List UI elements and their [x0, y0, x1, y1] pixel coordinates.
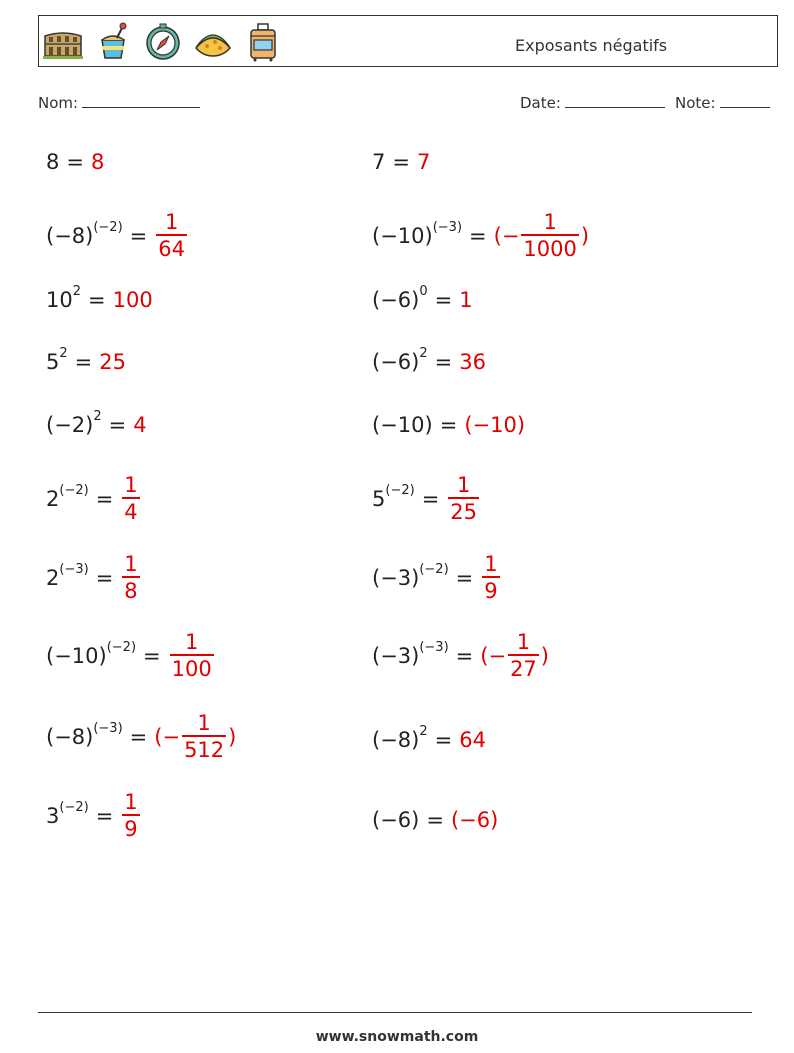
exercise-exponent: (−2) [106, 639, 137, 655]
exercise-exponent: 2 [93, 408, 102, 424]
equals-sign: = [108, 413, 127, 437]
footer-url[interactable]: www.snowmath.com [315, 1029, 479, 1045]
exercise [372, 413, 525, 437]
exercise-base: (−6) [372, 350, 420, 374]
fraction-denominator: 9 [122, 814, 139, 842]
exercise-answer [480, 630, 549, 682]
equals-sign: = [455, 644, 474, 668]
fraction-numerator: 1 [124, 552, 138, 576]
fraction-denominator: 9 [482, 576, 499, 604]
name-label: Nom: [38, 94, 79, 112]
footer-divider [38, 1012, 752, 1013]
exercise-answer [120, 552, 141, 604]
worksheet-header [38, 15, 778, 67]
equals-sign: = [434, 350, 453, 374]
exercise-base: 7 [372, 150, 386, 174]
equals-sign: = [143, 644, 161, 668]
exercise-exponent: (−2) [59, 799, 89, 815]
fraction-numerator: 1 [456, 473, 471, 497]
equals-sign: = [129, 224, 148, 248]
exercise-answer: 7 [416, 150, 431, 174]
exercise-base: (−3) [372, 644, 420, 668]
fraction-denominator: 8 [122, 576, 139, 604]
fraction-numerator: 1 [124, 473, 138, 497]
exercise [372, 283, 473, 312]
exercise-answer: 4 [133, 413, 147, 437]
fraction-denominator: 64 [156, 234, 187, 262]
note-blank[interactable] [720, 93, 770, 108]
exercise-base: (−2) [46, 413, 94, 437]
equals-sign: = [66, 150, 84, 174]
exercise-exponent: (−2) [93, 219, 123, 235]
exercise-answer: 25 [99, 350, 126, 374]
exercise-answer: 1 [459, 288, 473, 312]
exercise [46, 790, 142, 842]
exercise [46, 473, 142, 525]
equals-sign: = [455, 566, 474, 590]
exercise-exponent: (−2) [59, 482, 89, 498]
exercise-exponent: (−3) [59, 561, 89, 577]
exercise-exponent: 2 [72, 283, 82, 299]
exercise-base: 3 [46, 804, 60, 828]
fraction-denominator: 100 [170, 654, 214, 682]
fraction-numerator: 1 [484, 552, 498, 576]
paren-open: (− [480, 644, 507, 668]
exercise [372, 630, 549, 682]
colosseum-icon [43, 22, 83, 62]
exercise-answer: 8 [90, 150, 105, 174]
equals-sign: = [95, 487, 114, 511]
answer-fraction [482, 552, 499, 604]
exercise [372, 345, 486, 374]
paren-open: (− [154, 725, 181, 749]
exercise-base: (−10) [46, 644, 107, 668]
exercise [46, 711, 236, 763]
exercise-base: 5 [46, 350, 60, 374]
exercise-base: 5 [372, 487, 386, 511]
fraction-numerator: 1 [184, 630, 199, 654]
exercise-answer [120, 473, 141, 525]
equals-sign: = [392, 150, 410, 174]
exercise [372, 552, 502, 604]
exercise-answer: (−10) [464, 413, 526, 437]
equals-sign: = [129, 725, 148, 749]
exercise-base: 8 [46, 150, 60, 174]
exercise-answer: 100 [112, 288, 153, 312]
exercise [46, 408, 147, 437]
exercise-answer [480, 552, 501, 604]
exercise-answer: 64 [459, 728, 486, 752]
exercise-base: (−10) [372, 224, 433, 248]
exercise [46, 552, 142, 604]
date-blank[interactable] [565, 93, 665, 108]
fraction-numerator: 1 [124, 790, 138, 814]
fraction-denominator: 4 [122, 497, 139, 525]
exercise-base: 2 [46, 566, 60, 590]
fraction-numerator: 1 [197, 711, 211, 735]
exercise-answer [446, 473, 481, 525]
exercise [372, 808, 498, 832]
exercise-exponent: 2 [419, 345, 428, 361]
equals-sign: = [74, 350, 93, 374]
equals-sign: = [426, 808, 444, 832]
exercise-base: (−6) [372, 288, 420, 312]
exercise-base: 10 [46, 288, 73, 312]
paren-close: ) [580, 224, 590, 248]
exercise [372, 210, 589, 262]
exercise [46, 283, 153, 312]
exercise [46, 345, 126, 374]
exercise-answer: 36 [459, 350, 486, 374]
exercise-base: (−6) [372, 808, 420, 832]
answer-fraction [122, 790, 139, 842]
date-field[interactable] [520, 93, 665, 112]
exercise-answer: (−6) [450, 808, 499, 832]
fraction-numerator: 1 [543, 210, 557, 234]
exercise [46, 150, 104, 174]
equals-sign: = [88, 288, 106, 312]
fraction-denominator: 27 [508, 654, 539, 682]
taco-icon [193, 22, 233, 62]
answer-fraction [508, 630, 539, 682]
exercise-base: (−10) [372, 413, 433, 437]
fraction-numerator: 1 [516, 630, 531, 654]
exercise [372, 150, 430, 174]
exercise-answer [154, 711, 236, 763]
name-blank[interactable] [82, 93, 200, 108]
sand-bucket-icon [93, 22, 133, 62]
answer-fraction [156, 210, 187, 262]
answer-fraction [521, 210, 578, 262]
compass-icon [143, 22, 183, 62]
exercise-exponent: (−3) [93, 720, 123, 736]
equals-sign: = [421, 487, 440, 511]
exercise-base: (−8) [372, 728, 420, 752]
exercise-exponent: 2 [419, 723, 428, 739]
date-label: Date: [520, 94, 561, 112]
answer-fraction [182, 711, 226, 763]
name-field[interactable] [38, 93, 200, 112]
answer-fraction [448, 473, 479, 525]
equals-sign: = [95, 566, 114, 590]
note-label: Note: [675, 94, 716, 112]
answer-fraction [170, 630, 214, 682]
answer-fraction [122, 552, 139, 604]
exercise-base: (−8) [46, 725, 94, 749]
fraction-numerator: 1 [164, 210, 179, 234]
exercise [372, 723, 486, 752]
worksheet-title: Exposants négatifs [515, 36, 668, 55]
exercise-exponent: (−3) [419, 639, 449, 655]
exercise [46, 630, 216, 682]
exercise-exponent: (−2) [419, 561, 449, 577]
exercise-base: (−3) [372, 566, 420, 590]
paren-close: ) [540, 644, 549, 668]
exercise-exponent: (−3) [432, 219, 463, 235]
paren-close: ) [228, 725, 237, 749]
fraction-denominator: 512 [182, 735, 226, 763]
exercise-answer [168, 630, 216, 682]
exercise [372, 473, 481, 525]
header-icons [43, 22, 283, 62]
exercise-answer [154, 210, 189, 262]
exercise-exponent: 2 [59, 345, 68, 361]
exercise-exponent: 0 [419, 283, 428, 299]
answer-fraction [122, 473, 139, 525]
equals-sign: = [439, 413, 458, 437]
exercise-exponent: (−2) [385, 482, 415, 498]
fraction-denominator: 25 [448, 497, 479, 525]
exercise-answer [120, 790, 141, 842]
exercise [46, 210, 189, 262]
exercise-answer [494, 210, 589, 262]
equals-sign: = [95, 804, 114, 828]
suitcase-icon [243, 22, 283, 62]
note-field[interactable] [675, 93, 770, 112]
equals-sign: = [469, 224, 487, 248]
equals-sign: = [434, 728, 453, 752]
equals-sign: = [434, 288, 453, 312]
exercise-base: 2 [46, 487, 60, 511]
fraction-denominator: 1000 [521, 234, 578, 262]
exercise-base: (−8) [46, 224, 94, 248]
paren-open: (− [493, 224, 520, 248]
